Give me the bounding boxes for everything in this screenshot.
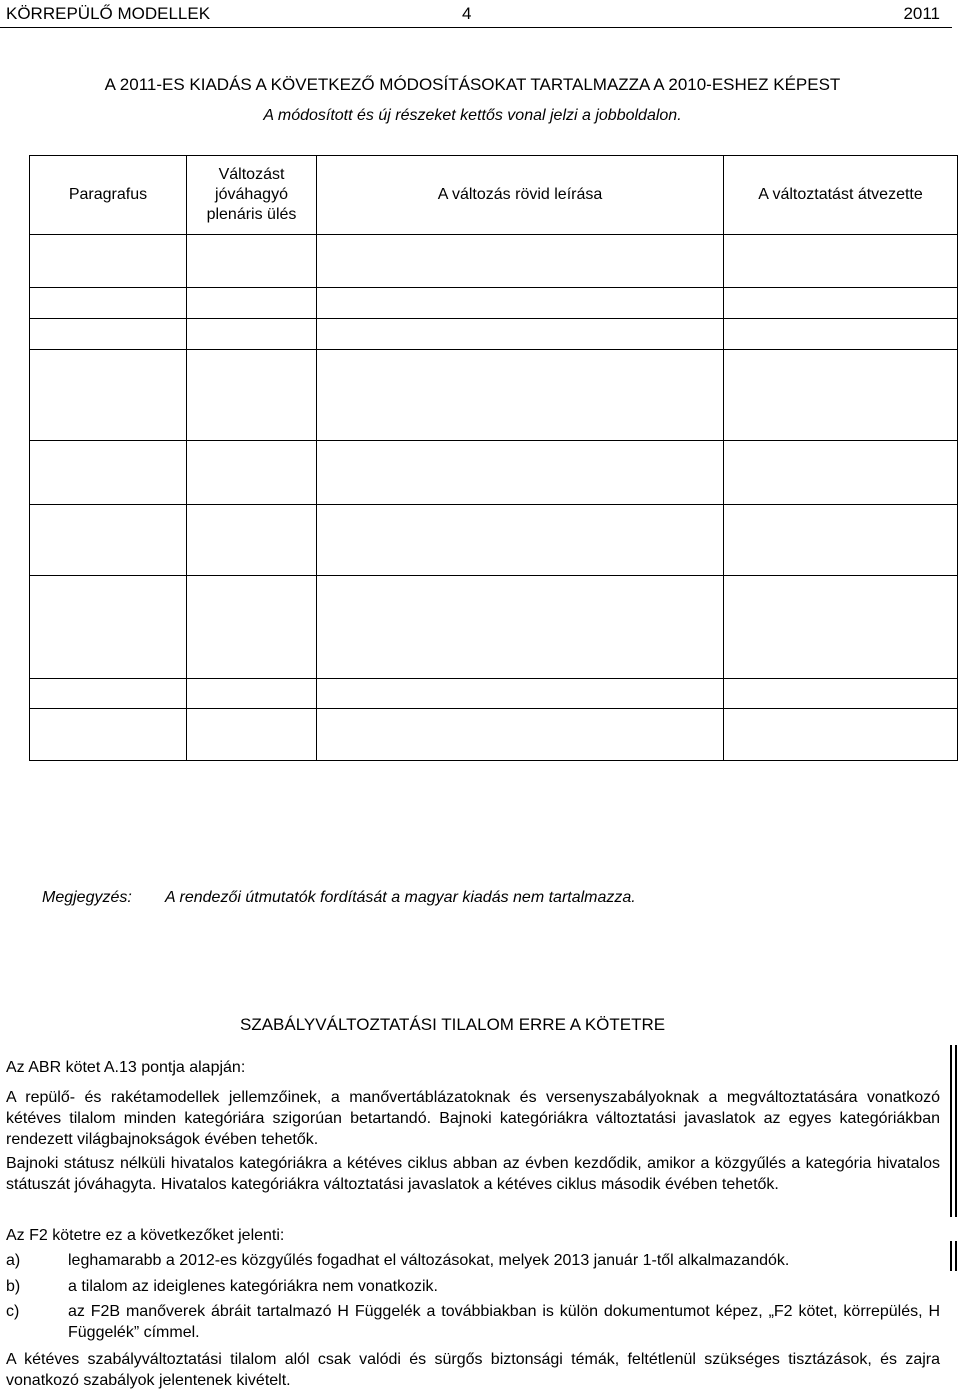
- table-row: [30, 235, 958, 288]
- table-row: [30, 709, 958, 761]
- header-rule: [0, 27, 952, 28]
- changes-title: A 2011-ES KIADÁS A KÖVETKEZŐ MÓDOSÍTÁSOKAT TARTALMAZZA A 2010-ESHEZ KÉPEST: [104, 75, 841, 94]
- table-body: [30, 235, 958, 761]
- column-header-plenary: Változást jóváhagyó plenáris ülés: [187, 156, 317, 235]
- table-cell: [187, 709, 317, 761]
- list-item: [6, 1276, 940, 1297]
- table-cell: [30, 679, 187, 709]
- table-cell: [724, 576, 958, 679]
- list-text: az F2B manőverek ábráit tartalmazó H Függelék a továbbiakban is külön dokumentumot képez, „F2 kötet, körrepülés, H Függelék” címmel.: [68, 1303, 940, 1341]
- table-cell: [30, 505, 187, 576]
- table-row: [30, 576, 958, 679]
- table-cell: [30, 235, 187, 288]
- table-cell: [30, 319, 187, 350]
- list-marker: b): [6, 1278, 21, 1295]
- table-cell: [187, 576, 317, 679]
- table-row: [30, 319, 958, 350]
- table-cell: [724, 319, 958, 350]
- table-cell: [187, 350, 317, 441]
- table-cell: [317, 576, 724, 679]
- table-cell: [30, 288, 187, 319]
- table-cell: [30, 350, 187, 441]
- running-header-year: 2011: [903, 4, 940, 23]
- change-bar: [950, 1045, 957, 1217]
- table-cell: [317, 235, 724, 288]
- table-cell: [724, 441, 958, 505]
- note-text: A rendezői útmutatók fordítását a magyar kiadás nem tartalmazza.: [165, 889, 636, 906]
- changes-subtitle: A módosított és új részeket kettős vonal jelzi a jobboldalon.: [263, 107, 682, 124]
- table-cell: [724, 288, 958, 319]
- paragraph-f2-intro: Az F2 kötetre ez a következőket jelenti:: [6, 1227, 285, 1244]
- table-row: [30, 288, 958, 319]
- table-row: [30, 441, 958, 505]
- list-marker: c): [6, 1303, 20, 1320]
- table-cell: [724, 679, 958, 709]
- paragraph-non-championship: Bajnoki státusz nélküli hivatalos kategóriákra a kétéves ciklus abban az évben kezdődik, amikor a közgyűlés a kategória hivatalos státuszát jóváhagyta. Hivatalos kategóriákra változtatási javaslatok a kétéves ciklus második évében tehetők.: [6, 1155, 940, 1193]
- change-bar: [950, 1241, 957, 1271]
- table-cell: [317, 709, 724, 761]
- table-cell: [187, 505, 317, 576]
- table-cell: [187, 235, 317, 288]
- paragraph-freeze-rule: A repülő- és rakétamodellek jellemzőinek, a manővertáblázatoknak és versenyszabályoknak a megváltoztatására vonatkozó kétéves tilalom minden kategóriára szigorúan betartandó. Bajnoki kategóriákra változtatási javaslatok az egyes kategóriákban rendezett világbajnokságok évében tehetők.: [6, 1089, 940, 1148]
- table-cell: [187, 441, 317, 505]
- table-cell: [317, 679, 724, 709]
- paragraph-exceptions: A kétéves szabályváltoztatási tilalom alól csak valódi és sürgős biztonsági témák, feltétlenül szükséges tisztázások, és zajra vonatkozó szabályok jelentenek kivételt.: [6, 1351, 940, 1389]
- section-title: SZABÁLYVÁLTOZTATÁSI TILALOM ERRE A KÖTETRE: [240, 1015, 666, 1034]
- table-cell: [317, 319, 724, 350]
- table-cell: [30, 576, 187, 679]
- table-row: [30, 350, 958, 441]
- column-header-paragraph: Paragrafus: [30, 156, 187, 235]
- table-cell: [317, 441, 724, 505]
- table-cell: [724, 709, 958, 761]
- running-header-title: KÖRREPÜLŐ MODELLEK: [6, 4, 211, 23]
- list-text: a tilalom az ideiglenes kategóriákra nem vonatkozik.: [68, 1278, 438, 1295]
- section-reference: Az ABR kötet A.13 pontja alapján:: [6, 1059, 246, 1076]
- change-log-table: [29, 155, 958, 761]
- table-cell: [317, 288, 724, 319]
- page-number: 4: [462, 4, 472, 23]
- table-cell: [317, 350, 724, 441]
- list-marker: a): [6, 1252, 21, 1269]
- table-cell: [724, 235, 958, 288]
- list-text: leghamarabb a 2012-es közgyűlés fogadhat el változásokat, melyek 2013 január 1-től alkalmazandók.: [68, 1252, 790, 1269]
- note-label: Megjegyzés:: [42, 889, 132, 906]
- table-cell: [724, 505, 958, 576]
- table-row: [30, 505, 958, 576]
- table-cell: [317, 505, 724, 576]
- table-cell: [187, 288, 317, 319]
- table-cell: [30, 441, 187, 505]
- column-header-applied-by: A változtatást átvezette: [724, 156, 958, 235]
- table-cell: [187, 679, 317, 709]
- table-cell: [724, 350, 958, 441]
- table-cell: [187, 319, 317, 350]
- table-cell: [30, 709, 187, 761]
- table-header-row: [30, 156, 958, 235]
- list-item: [6, 1301, 940, 1343]
- list-item: [6, 1250, 940, 1271]
- table-row: [30, 679, 958, 709]
- column-header-description: A változás rövid leírása: [317, 156, 724, 235]
